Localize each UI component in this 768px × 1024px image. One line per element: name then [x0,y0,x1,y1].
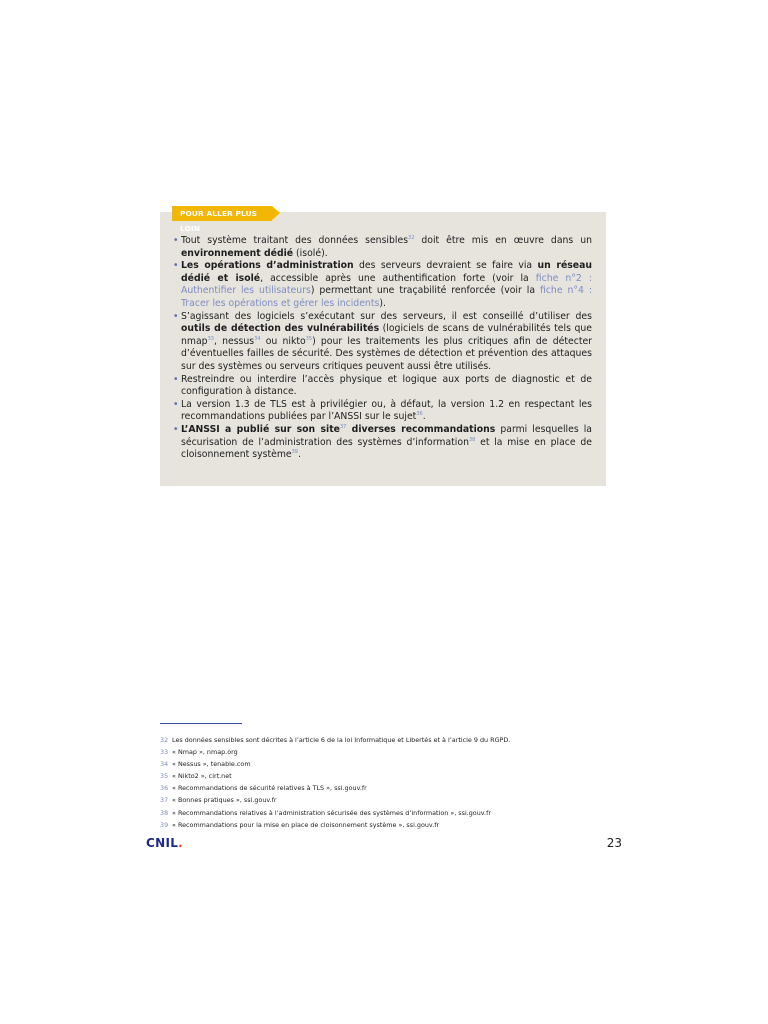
footnote [160,807,620,819]
footnote-number: 36 [160,784,169,793]
item-text: (isolé). [293,247,328,259]
item-emphasis: environnement dédié [181,247,294,259]
footnote-text: « Recommandations pour la mise en place de cloisonnement système », ssi.gouv.fr [172,820,440,829]
footnote-number: 39 [160,820,169,829]
footnote-number: 34 [160,760,169,769]
item-text: et la mise en place de cloisonnement système [181,436,592,461]
item-emphasis: outils de détection des vulnérabilités [181,323,380,335]
footnote-number: 37 [160,796,169,805]
footnote-ref[interactable]: 36 [416,411,423,418]
footnote [160,770,620,782]
footnote [160,746,620,758]
footnote-text: Les données sensibles sont décrites à l’article 6 de la loi Informatique et Libertés et à l’article 9 du RGPD. [172,736,511,744]
logo-text: CNIL [146,836,179,850]
footnote [160,782,620,794]
footnote-ref[interactable]: 32 [408,234,415,241]
footnote-ref[interactable]: 39 [291,449,298,455]
item-text: La version 1.3 de TLS est à privilégier ou, à défaut, la version 1.2 en respectant les recommandations publiées par l’ANSSI sur le sujet [181,398,592,423]
footnote [160,794,620,806]
list-item [173,399,592,424]
link-fiche-2[interactable]: fiche n°2 : Authentifier les utilisateurs [181,272,592,297]
item-text: , accessible après une authentification forte (voir la [260,272,536,284]
footnote-text: « Recommandations relatives à l’administration sécurisée des systèmes d’information », ssi.gouv.fr [172,808,491,817]
footnote-text: « Nikto2 », cirt.net [172,772,232,781]
item-emphasis: diverses recommandations [346,423,496,435]
footnote [160,758,620,770]
footnote-number: 38 [160,808,169,817]
cnil-logo [146,836,183,850]
item-text: ) permettant une traçabilité renforcée (voir la [310,285,540,297]
further-reading-tag: POUR ALLER PLUS LOIN [172,206,272,221]
footnote-list [160,734,620,831]
footnote-text: « Nmap », nmap.org [172,748,238,757]
item-text: ) pour les traitements les plus critiques afin de détecter d’éventuelles failles de sécurité. Des systèmes de détection et prévention des attaques sur des systèmes ou serveurs critiques peuvent aussi être utilisés. [181,335,593,372]
item-emphasis: Les opérations d’administration [181,260,354,272]
item-text: S’agissant des logiciels s’exécutant sur des serveurs, il est conseillé d’utiliser des [181,310,592,322]
footnote-text: « Nessus », tenable.com [172,760,251,769]
footnote [160,734,620,746]
footnote-number: 32 [160,736,169,744]
footnote-ref[interactable]: 35 [305,335,313,342]
page-number: 23 [606,836,622,850]
item-text: des serveurs devraient se faire via [353,260,538,272]
list-item [173,374,592,399]
item-emphasis: L’ANSSI a publié sur son site [181,423,340,435]
footnote-divider [160,723,242,724]
footnote-ref[interactable]: 38 [468,436,476,443]
item-text: , nessus [213,335,255,347]
list-item [173,260,592,310]
item-text: parmi lesquelles la sécurisation de l’administration des systèmes d’information [181,423,592,448]
item-text: ou nikto [260,335,306,347]
list-item [173,424,592,462]
list-item [173,311,592,374]
footnote-number: 35 [160,772,169,781]
item-text: . [422,411,426,423]
recommendation-list [173,235,592,462]
footnote [160,819,620,831]
logo-dot: . [178,836,184,850]
footnote-ref[interactable]: 33 [207,335,214,342]
footnote-ref[interactable]: 37 [339,423,347,430]
link-fiche-4[interactable]: fiche n°4 : Tracer les opérations et gérer les incidents [181,285,592,309]
item-text: . [297,449,301,461]
item-text: Restreindre ou interdire l’accès physique et logique aux ports de diagnostic et de configuration à distance. [181,373,592,398]
footnote-text: « Recommandations de sécurité relatives à TLS », ssi.gouv.fr [172,784,367,793]
footnote-ref[interactable]: 34 [254,335,261,342]
footnote-number: 33 [160,748,169,757]
item-text: doit être mis en œuvre dans un [414,235,592,246]
item-text: Tout système traitant des données sensibles [181,235,409,246]
item-text: ). [379,297,386,309]
item-emphasis: un réseau dédié et isolé [181,260,592,284]
item-text: (logiciels de scans de vulnérabilités tels que nmap [181,323,593,347]
list-item [173,235,592,260]
footnote-text: « Bonnes pratiques », ssi.gouv.fr [172,796,277,805]
